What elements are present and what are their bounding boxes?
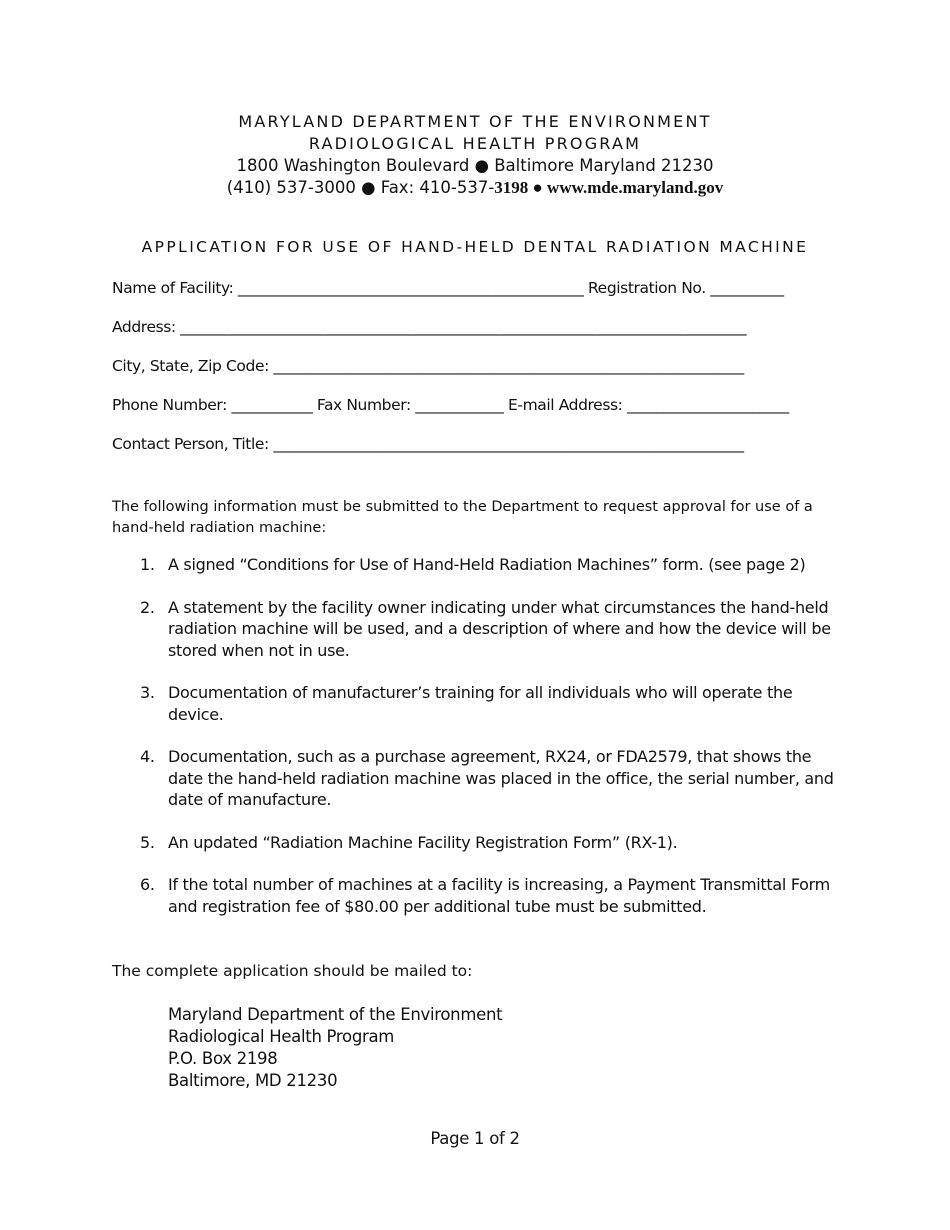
address-field[interactable]: Address: _____________________________________________________________________________ bbox=[112, 318, 747, 336]
address-line: Maryland Department of the Environment bbox=[168, 1005, 503, 1024]
item-number: 6. bbox=[140, 875, 155, 894]
item-number: 1. bbox=[140, 555, 155, 574]
letterhead bbox=[0, 111, 950, 199]
phone-fax-email-field[interactable]: Phone Number: ___________ Fax Number: ____________ E-mail Address: ______________________ bbox=[112, 396, 789, 414]
intro-paragraph: The following information must be submitted to the Department to request approval for use of a hand-held radiation machine: bbox=[112, 499, 813, 536]
address-line: Radiological Health Program bbox=[168, 1027, 395, 1046]
contact-person-field[interactable]: Contact Person, Title: ________________________________________________________________ bbox=[112, 435, 744, 453]
list-item bbox=[135, 597, 845, 662]
city-state-zip-field[interactable]: City, State, Zip Code: ________________________________________________________________ bbox=[112, 357, 744, 375]
item-number: 2. bbox=[140, 597, 155, 617]
program-name: RADIOLOGICAL HEALTH PROGRAM bbox=[308, 134, 642, 153]
department-name: MARYLAND DEPARTMENT OF THE ENVIRONMENT bbox=[238, 112, 712, 131]
item-number: 5. bbox=[140, 832, 155, 852]
address-line: Baltimore, MD 21230 bbox=[168, 1071, 338, 1090]
list-item bbox=[135, 832, 845, 854]
address-line: P.O. Box 2198 bbox=[168, 1049, 278, 1068]
item-text: Documentation, such as a purchase agreement, RX24, or FDA2579, that shows the date the hand-held radiation machine was placed in the office, the serial number, and date of manufacture. bbox=[168, 747, 834, 809]
fax-suffix-website: 3198 ● www.mde.maryland.gov bbox=[494, 178, 724, 197]
item-number: 3. bbox=[140, 683, 155, 702]
item-text: A signed “Conditions for Use of Hand-Held Radiation Machines” form. (see page 2) bbox=[168, 555, 806, 574]
list-item bbox=[135, 746, 845, 811]
list-item bbox=[135, 554, 845, 576]
page-number: Page 1 of 2 bbox=[430, 1129, 520, 1148]
item-text: If the total number of machines at a facility is increasing, a Payment Transmittal Form and registration fee of $80.00 per additional tube must be submitted. bbox=[168, 875, 830, 916]
street-address: 1800 Washington Boulevard ● Baltimore Maryland 21230 bbox=[236, 156, 714, 175]
mailing-address bbox=[168, 1004, 502, 1092]
phone-fax: (410) 537-3000 ● Fax: 410-537- bbox=[226, 178, 495, 197]
item-number: 4. bbox=[140, 747, 155, 766]
list-item bbox=[135, 874, 845, 917]
item-text: Documentation of manufacturer’s training for all individuals who will operate the device. bbox=[168, 683, 793, 724]
item-text: A statement by the facility owner indicating under what circumstances the hand-held radiation machine will be used, and a description of where and how the device will be stored when not in use. bbox=[168, 597, 831, 660]
form-title: APPLICATION FOR USE OF HAND-HELD DENTAL RADIATION MACHINE bbox=[141, 238, 809, 256]
contact-line bbox=[0, 177, 950, 199]
item-text: An updated “Radiation Machine Facility Registration Form” (RX-1). bbox=[168, 832, 678, 852]
mailing-instructions: The complete application should be mailed to: bbox=[112, 962, 473, 980]
facility-name-field[interactable]: Name of Facility: _______________________________________________ Registration No. __________ bbox=[112, 279, 784, 297]
list-item bbox=[135, 682, 845, 725]
requirements-list bbox=[135, 554, 845, 938]
